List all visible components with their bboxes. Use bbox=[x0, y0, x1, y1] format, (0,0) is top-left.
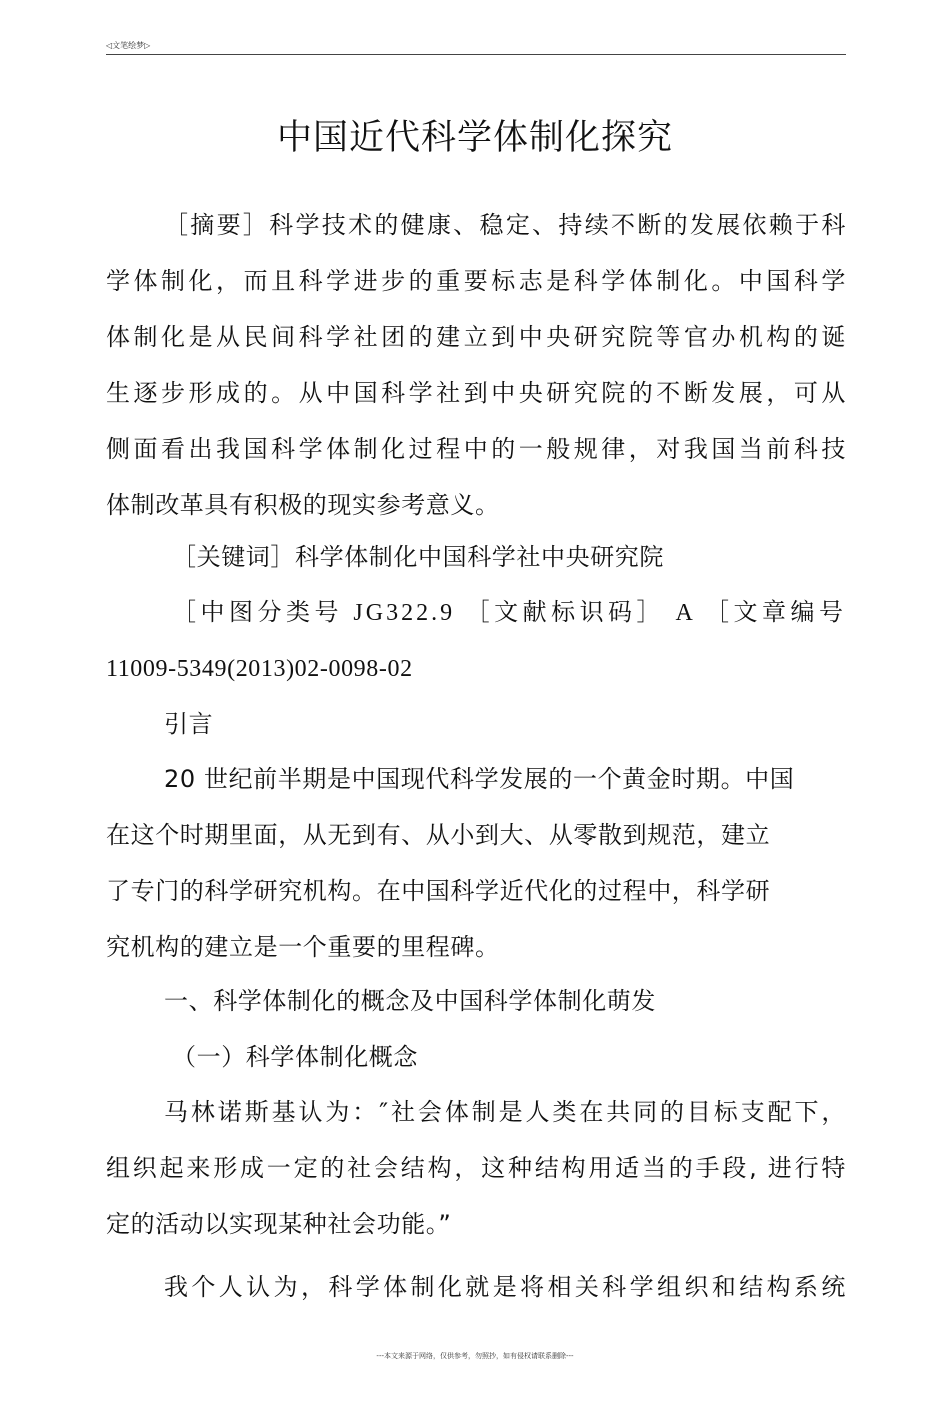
document-title: 中国近代科学体制化探究 bbox=[276, 118, 673, 159]
malinowski-line: 马林诺斯基认为：″社会体制是人类在共同的目标支配下， bbox=[164, 1098, 846, 1126]
keywords-line: ［关键词］科学体制化中国科学社中央研究院 bbox=[172, 543, 664, 571]
intro-heading-block bbox=[106, 696, 846, 752]
intro-line: 了专门的科学研究机构。在中国科学近代化的过程中，科学研 bbox=[106, 877, 771, 905]
subsection1-heading: （一）科学体制化概念 bbox=[172, 1043, 418, 1071]
abstract-line: 体制改革具有积极的现实参考意义。 bbox=[106, 491, 500, 519]
keywords-paragraph bbox=[106, 529, 846, 585]
malinowski-line: 定的活动以实现某种社会功能。” bbox=[106, 1210, 452, 1238]
header-mark: ◁文笔绘梦▷ bbox=[106, 41, 151, 50]
classification-paragraph bbox=[106, 585, 846, 697]
abstract-line: 体制化是从民间科学社团的建立到中央研究院等官办机构的诞 bbox=[106, 323, 846, 351]
abstract-line: 学体制化，而且科学进步的重要标志是科学体制化。中国科学 bbox=[106, 267, 846, 295]
abstract-line: 侧面看出我国科学体制化过程中的一般规律，对我国当前科技 bbox=[106, 435, 846, 463]
footer-notice: ---本文来源于网络，仅供参考，勿照抄，如有侵权请联系删除--- bbox=[376, 1352, 574, 1360]
section1-heading: 一、科学体制化的概念及中国科学体制化萌发 bbox=[164, 987, 656, 1015]
subsection1-heading-block bbox=[106, 1029, 846, 1085]
intro-line: 在这个时期里面，从无到有、从小到大、从零散到规范，建立 bbox=[106, 821, 771, 849]
section1-heading-block bbox=[106, 973, 846, 1029]
opinion-paragraph bbox=[106, 1259, 846, 1315]
abstract-line: ［摘要］科学技术的健康、稳定、持续不断的发展依赖于科 bbox=[164, 211, 846, 239]
page-header bbox=[106, 40, 846, 54]
intro-paragraph bbox=[106, 751, 846, 975]
classification-line: 11009-5349(2013)02-0098-02 bbox=[106, 656, 413, 682]
malinowski-line: 组织起来形成一定的社会结构，这种结构用适当的手段, 进行特 bbox=[106, 1154, 846, 1182]
abstract-paragraph bbox=[106, 197, 846, 533]
opinion-line: 我个人认为，科学体制化就是将相关科学组织和结构系统 bbox=[164, 1273, 846, 1301]
classification-line: ［中图分类号 JG322.9 ［文献标识码］ A ［文章编号 bbox=[172, 600, 846, 626]
malinowski-paragraph bbox=[106, 1084, 846, 1252]
intro-line: 究机构的建立是一个重要的里程碑。 bbox=[106, 933, 500, 961]
intro-line: 20 世纪前半期是中国现代科学发展的一个黄金时期。中国 bbox=[164, 765, 795, 793]
abstract-line: 生逐步形成的。从中国科学社到中央研究院的不断发展，可从 bbox=[106, 379, 846, 407]
intro-heading: 引言 bbox=[164, 710, 214, 738]
header-rule bbox=[106, 54, 846, 55]
